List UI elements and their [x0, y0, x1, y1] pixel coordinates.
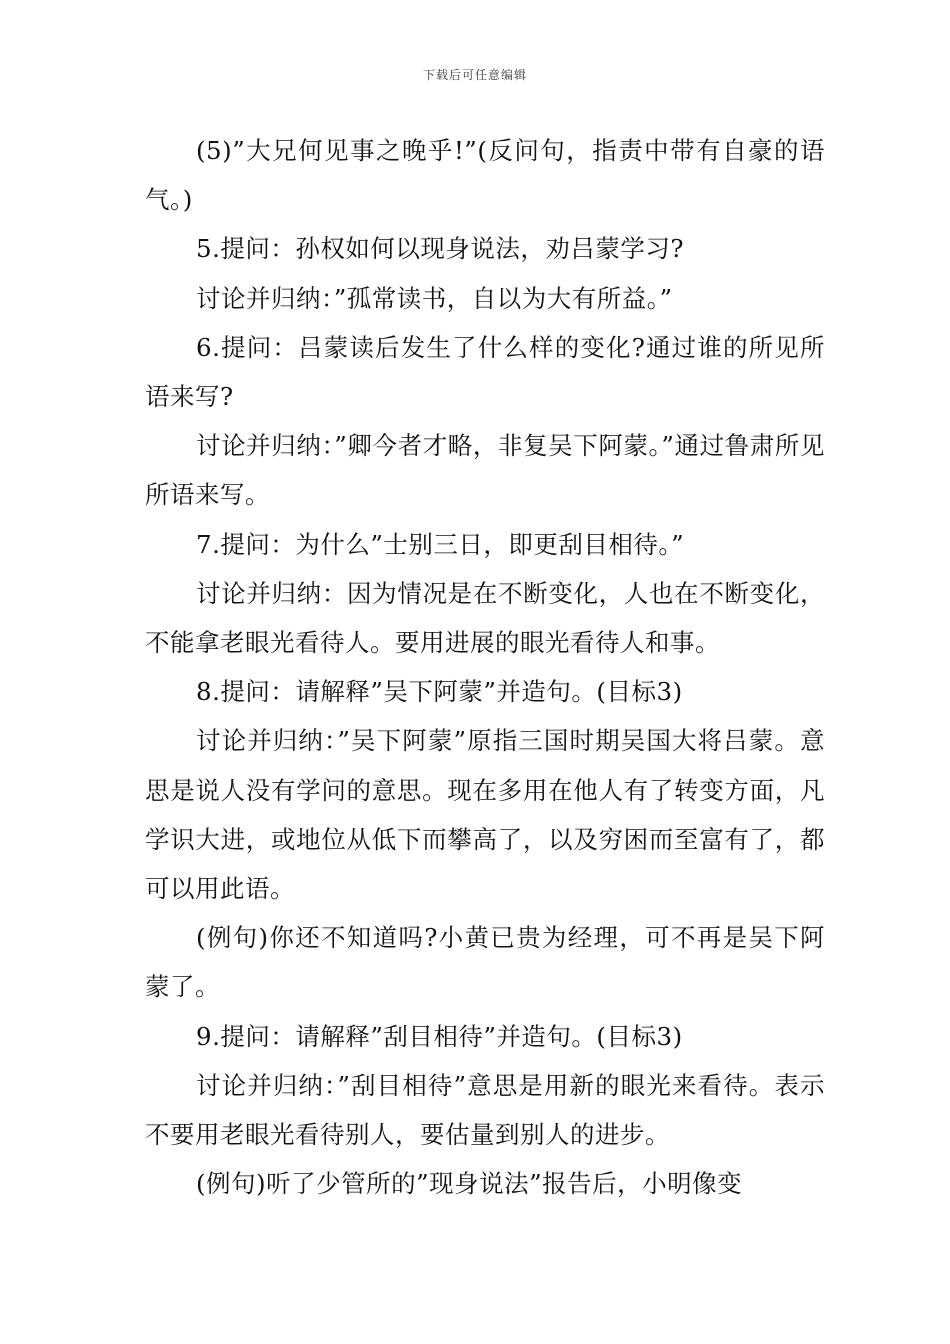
paragraph-rhetorical-question: (5)”大兄何见事之晚乎!”(反问句，指责中带有自豪的语气。)	[145, 136, 825, 215]
paragraph-answer-7: 讨论并归纳：因为情况是在不断变化，人也在不断变化，不能拿老眼光看待人。要用进展的眼光看待人和事。	[145, 578, 825, 658]
paragraph-question-5: 5.提问：孙权如何以现身说法，劝吕蒙学习?	[196, 234, 685, 264]
paragraph-question-7: 7.提问：为什么”士别三日，即更刮目相待。”	[196, 529, 685, 559]
paragraph-question-9: 9.提问：请解释”刮目相待”并造句。(目标3)	[196, 1021, 683, 1051]
paragraph-question-8: 8.提问：请解释”吴下阿蒙”并造句。(目标3)	[196, 677, 683, 707]
paragraph-example-8: (例句)你还不知道吗?小黄已贵为经理，可不再是吴下阿蒙了。	[145, 923, 825, 1002]
paragraph-example-9: (例句)听了少管所的”现身说法”报告后，小明像变	[196, 1169, 743, 1199]
paragraph-answer-5: 讨论并归纳：”孤常读书，自以为大有所益。”	[196, 283, 673, 313]
paragraph-answer-6: 讨论并归纳：”卿今者才略，非复吴下阿蒙。”通过鲁肃所见所语来写。	[145, 431, 825, 510]
paragraph-answer-9: 讨论并归纳：”刮目相待”意思是用新的眼光来看待。表示不要用老眼光看待别人，要估量到别人的进步。	[145, 1070, 825, 1150]
page-header: 下载后可任意编辑	[422, 68, 527, 82]
paragraph-question-6: 6.提问：吕蒙读后发生了什么样的变化?通过谁的所见所语来写?	[145, 332, 825, 412]
paragraph-answer-8: 讨论并归纳：”吴下阿蒙”原指三国时期吴国大将吕蒙。意思是说人没有学问的意思。现在多用在他人有了转变方面，凡学识大进，或地位从低下而攀高了，以及穷困而至富有了，都可以用此语。	[145, 726, 825, 904]
document-body	[145, 126, 825, 1208]
